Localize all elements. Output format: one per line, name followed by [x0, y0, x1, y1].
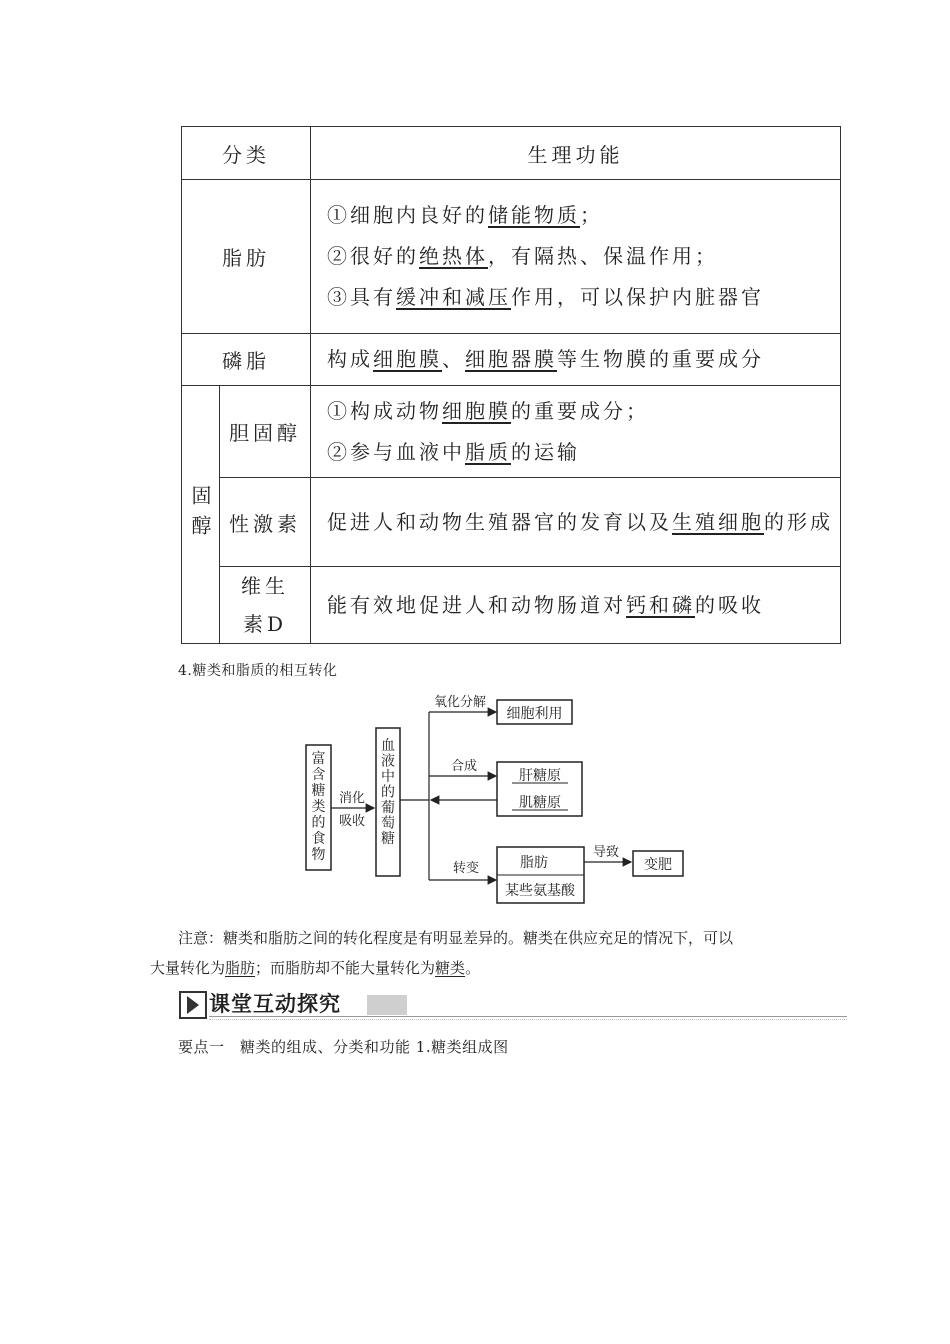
key-point-heading: 要点一 糖类的组成、分类和功能 1.糖类组成图: [178, 1038, 509, 1056]
synth-label: 合成: [450, 759, 478, 774]
sterol-label: 固醇: [188, 484, 212, 545]
function-cholesterol: [311, 386, 841, 478]
fat-line-2: ②很好的绝热体，有隔热、保温作用；: [327, 244, 718, 268]
note-line-2: 大量转化为脂肪；而脂肪却不能大量转化为糖类。: [150, 959, 481, 977]
sugar-fat-conversion-diagram: [300, 690, 690, 910]
key-term: 细胞膜: [442, 398, 511, 423]
cell-use-text: 细胞利用: [506, 706, 563, 722]
table-row-vitamin-d: [182, 567, 841, 644]
section-rule-dotted: [209, 1019, 847, 1020]
key-term: 储能物质: [488, 203, 580, 227]
obesity-text: 变肥: [644, 857, 672, 873]
convert-label: 转变: [452, 861, 480, 876]
digest-label-2: 吸收: [338, 814, 366, 829]
table-row-cholesterol: [182, 386, 841, 478]
section-title: 课堂互动探究: [209, 992, 341, 1016]
fat-text: 脂肪: [520, 855, 548, 871]
section-bar: [177, 988, 847, 1020]
key-term: 生殖细胞: [672, 509, 764, 534]
food-text: 富含糖类的食物: [311, 751, 326, 863]
category-cholesterol: 胆固醇: [220, 386, 311, 478]
key-term: 细胞器膜: [465, 347, 557, 371]
key-term: 脂质: [465, 439, 511, 464]
amino-acids-text: 某些氨基酸: [505, 883, 575, 899]
key-term: 钙和磷: [626, 592, 695, 617]
table-header-row: [182, 127, 841, 180]
function-phospholipid: 构成细胞膜、细胞器膜等生物膜的重要成分: [311, 334, 841, 386]
note-paragraph: [150, 923, 830, 983]
category-sex-hormone: 性激素: [220, 478, 311, 567]
header-function: 生理功能: [311, 127, 841, 180]
muscle-glycogen-text: 肌糖原: [519, 795, 561, 811]
fat-line-1: ①细胞内良好的储能物质；: [327, 203, 603, 227]
liver-glycogen-text: 肝糖原: [519, 768, 561, 784]
digest-label-1: 消化: [338, 791, 366, 806]
fat-line-3: ③具有缓冲和减压作用，可以保护内脏器官: [327, 285, 764, 309]
key-term: 绝热体: [419, 244, 488, 268]
key-term: 脂肪: [225, 959, 256, 977]
header-category: 分类: [182, 127, 311, 180]
note-line-1: 注意：糖类和脂肪之间的转化程度是有明显差异的。糖类在供应充足的情况下，可以: [178, 929, 734, 947]
lipid-function-table: [181, 126, 841, 644]
category-vitamin-d: 维生 素D: [220, 567, 311, 644]
key-term: 糖类: [435, 959, 466, 977]
lead-label: 导致: [592, 845, 620, 860]
category-fat: 脂肪: [182, 180, 311, 334]
play-arrow-icon: [179, 991, 207, 1019]
function-sex-hormone: 促进人和动物生殖器官的发育以及生殖细胞的形成: [311, 478, 841, 567]
function-fat: [311, 180, 841, 334]
section-4-heading: 4.糖类和脂质的相互转化: [178, 663, 338, 679]
key-term: 细胞膜: [373, 347, 442, 371]
oxidize-label: 氧化分解: [433, 695, 487, 710]
table-row-phospholipid: [182, 334, 841, 386]
cholesterol-line-2: ②参与血液中脂质的运输: [327, 439, 580, 464]
category-sterol: [182, 386, 220, 644]
section-title-decoration: [367, 995, 407, 1015]
function-vitamin-d: 能有效地促进人和动物肠道对钙和磷的吸收: [311, 567, 841, 644]
key-term: 缓冲和减压: [396, 285, 511, 309]
category-phospholipid: 磷脂: [182, 334, 311, 386]
table-row-fat: [182, 180, 841, 334]
blood-glucose-text: 血液中的葡萄糖: [381, 738, 395, 847]
cholesterol-line-1: ①构成动物细胞膜的重要成分；: [327, 398, 649, 423]
table-row-sex-hormone: [182, 478, 841, 567]
